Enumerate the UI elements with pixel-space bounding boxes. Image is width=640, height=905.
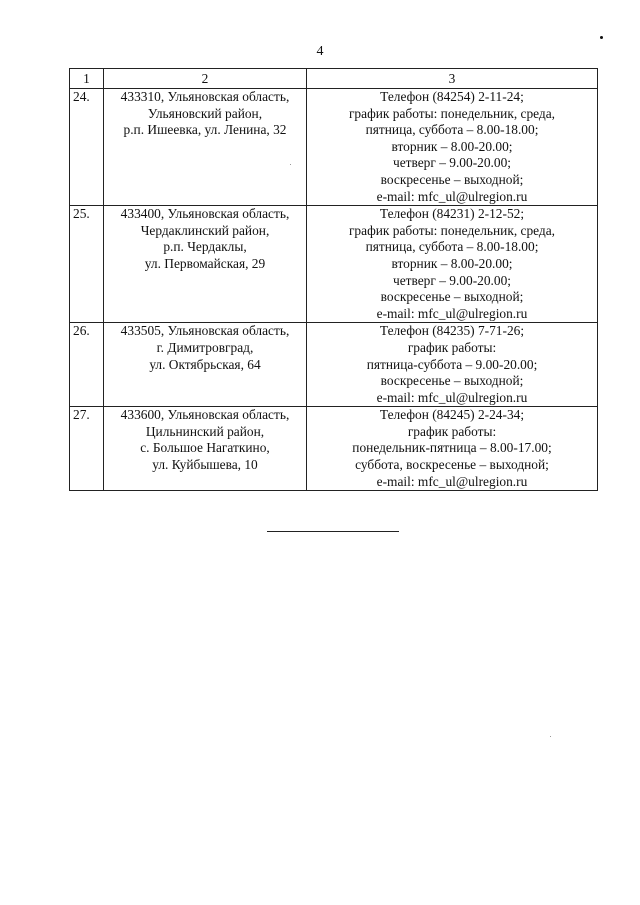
contacts-cell [307, 206, 598, 323]
contact-line: четверг – 9.00-20.00; [392, 155, 512, 171]
address-line: р.п. Чердаклы, [163, 239, 247, 255]
row-number: 25. [70, 206, 104, 323]
address-line: Ульяновский район, [147, 105, 263, 121]
contact-line: Телефон (84235) 7-71-26; [379, 323, 525, 339]
contact-line: пятница-суббота – 9.00-20.00; [366, 356, 538, 372]
address-line: Чердаклинский район, [140, 222, 270, 238]
address-line: ул. Октябрьская, 64 [149, 356, 261, 372]
row-number: 27. [70, 407, 104, 491]
contact-line: Телефон (84231) 2-12-52; [379, 206, 525, 222]
table-row [70, 407, 598, 491]
scan-speck [550, 736, 551, 737]
contact-line: Телефон (84245) 2-24-34; [379, 407, 525, 423]
address-line: ул. Первомайская, 29 [144, 255, 266, 271]
address-line: р.п. Ишеевка, ул. Ленина, 32 [123, 122, 287, 138]
table-header-row [70, 69, 598, 89]
offices-table [69, 68, 598, 491]
header-col-2: 2 [104, 69, 307, 89]
table-row [70, 89, 598, 206]
address-line: 433310, Ульяновская область, [120, 89, 290, 104]
contact-line: e-mail: mfc_ul@ulregion.ru [376, 305, 528, 321]
contact-line: график работы: понедельник, среда, [348, 222, 556, 238]
address-line: с. Большое Нагаткино, [140, 440, 270, 456]
header-col-3: 3 [307, 69, 598, 89]
page-number: 4 [316, 44, 324, 59]
address-line: 433600, Ульяновская область, [120, 407, 290, 423]
contact-line: e-mail: mfc_ul@ulregion.ru [376, 389, 528, 405]
contact-line: пятница, суббота – 8.00-18.00; [365, 122, 539, 138]
contact-line: e-mail: mfc_ul@ulregion.ru [376, 473, 528, 489]
contact-line: вторник – 8.00-20.00; [391, 255, 513, 271]
row-number: 26. [70, 323, 104, 407]
address-cell [104, 407, 307, 491]
contact-line: четверг – 9.00-20.00; [392, 272, 512, 288]
contact-line: воскресенье – выходной; [380, 289, 524, 305]
address-line: Цильнинский район, [145, 423, 265, 439]
address-cell [104, 206, 307, 323]
contact-line: воскресенье – выходной; [380, 171, 524, 187]
contacts-cell [307, 323, 598, 407]
address-cell [104, 323, 307, 407]
address-line: ул. Куйбышева, 10 [152, 457, 258, 473]
closing-rule [267, 531, 399, 532]
contact-line: e-mail: mfc_ul@ulregion.ru [376, 188, 528, 204]
contact-line: график работы: [407, 423, 497, 439]
contacts-cell [307, 407, 598, 491]
contact-line: график работы: [407, 339, 497, 355]
contact-line: график работы: понедельник, среда, [348, 105, 556, 121]
address-line: 433400, Ульяновская область, [120, 206, 290, 222]
row-number: 24. [70, 89, 104, 206]
contact-line: вторник – 8.00-20.00; [391, 138, 513, 154]
margin-dot [600, 36, 603, 39]
contact-line: понедельник-пятница – 8.00-17.00; [352, 440, 552, 456]
contacts-cell [307, 89, 598, 206]
address-cell [104, 89, 307, 206]
contact-line: пятница, суббота – 8.00-18.00; [365, 239, 539, 255]
contact-line: суббота, воскресенье – выходной; [355, 457, 549, 473]
address-line: г. Димитровград, [156, 339, 254, 355]
address-line: 433505, Ульяновская область, [120, 323, 290, 339]
table-row [70, 206, 598, 323]
scan-speck [290, 164, 291, 165]
contact-line: воскресенье – выходной; [380, 373, 524, 389]
header-col-1: 1 [70, 69, 104, 89]
table-row [70, 323, 598, 407]
contact-line: Телефон (84254) 2-11-24; [380, 89, 524, 104]
